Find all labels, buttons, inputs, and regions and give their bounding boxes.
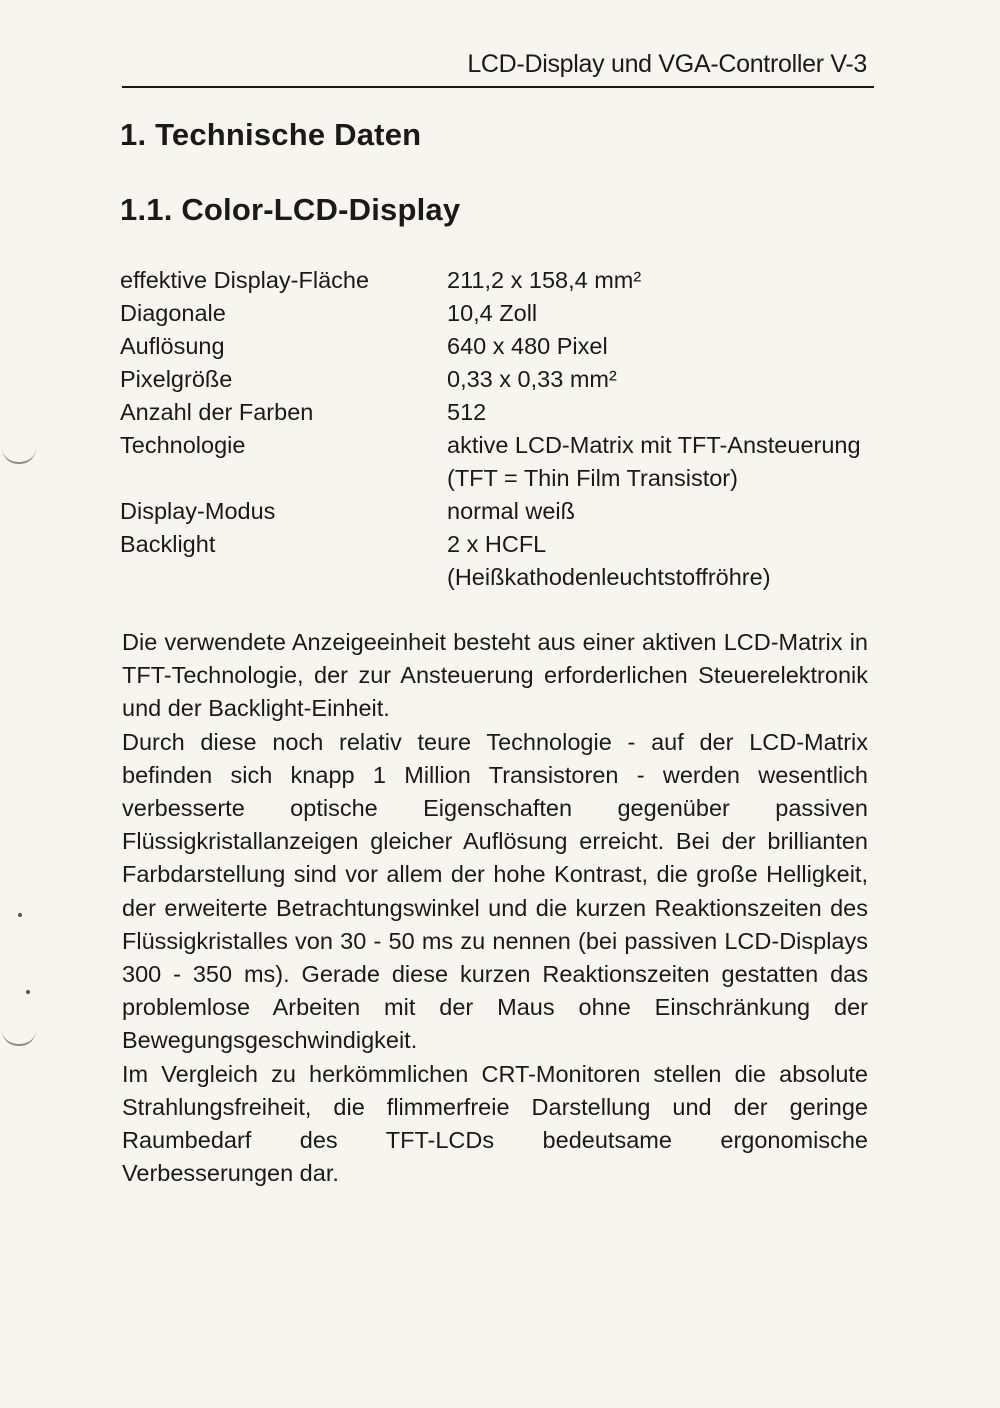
- scan-margin-mark: [2, 1030, 36, 1046]
- spec-row: [120, 429, 880, 495]
- spec-value: aktive LCD-Matrix mit TFT-Ansteuerung (TFT = Thin Film Transistor): [447, 432, 861, 491]
- spec-row: [120, 363, 880, 396]
- spec-value: 10,4 Zoll: [447, 300, 538, 326]
- scan-speck: [18, 913, 22, 917]
- header-rule: [122, 86, 874, 88]
- body-text: [122, 626, 868, 1190]
- paragraph: Im Vergleich zu herkömmlichen CRT-Monitoren stellen die absolute Strahlungsfreiheit, die flimmerfreie Darstellung und der geringe Raumbedarf des TFT-LCDs bedeutsame ergonomische Verbesserungen dar.: [122, 1060, 868, 1187]
- spec-label: Display-Modus: [120, 498, 276, 524]
- spec-label: Auflösung: [120, 333, 225, 359]
- section-heading: 1. Technische Daten: [120, 117, 422, 152]
- spec-label: Technologie: [120, 432, 246, 458]
- spec-label: Backlight: [120, 531, 216, 557]
- spec-value: 0,33 x 0,33 mm²: [447, 366, 617, 392]
- spec-row: [120, 495, 880, 528]
- paragraph: Die verwendete Anzeigeeinheit besteht aus einer aktiven LCD-Matrix in TFT-Technologie, der zur Ansteuerung erforderlichen Steuerelektronik und der Backlight-Einheit.: [122, 629, 868, 722]
- spec-row: [120, 297, 880, 330]
- spec-label: Diagonale: [120, 300, 226, 326]
- spec-value: 640 x 480 Pixel: [447, 333, 608, 359]
- scan-speck: [26, 990, 30, 994]
- spec-value: 512: [447, 399, 487, 425]
- spec-value: 211,2 x 158,4 mm²: [447, 267, 642, 293]
- paragraph: Durch diese noch relativ teure Technologie - auf der LCD-Matrix befinden sich knapp 1 Million Transistoren - werden wesentlich verbesserte optische Eigenschaften gegenüber passiven Flüssigkristallanzeigen gleicher Auflösung erreicht. Bei der brillianten Farbdarstellung sind vor allem der hohe Kontrast, die große Helligkeit, der erweiterte Betrachtungswinkel und die kurzen Reaktionszeiten des Flüssigkristalles von 30 - 50 ms zu nennen (bei passiven LCD-Displays 300 - 350 ms). Gerade diese kurzen Reaktionszeiten gestatten das problemlose Arbeiten mit der Maus ohne Einschränkung der Bewegungsgeschwindigkeit.: [122, 728, 868, 1054]
- spec-row: [120, 396, 880, 429]
- spec-row: [120, 330, 880, 363]
- spec-label: effektive Display-Fläche: [120, 267, 370, 293]
- spec-value: normal weiß: [447, 498, 575, 524]
- spec-label: Pixelgröße: [120, 366, 233, 392]
- spec-label: Anzahl der Farben: [120, 399, 314, 425]
- spec-row: [120, 528, 880, 594]
- spec-value: 2 x HCFL (Heißkathodenleuchtstoffröhre): [447, 531, 771, 590]
- spec-row: [120, 264, 880, 297]
- spec-table: [120, 264, 880, 594]
- scan-margin-mark: [2, 448, 36, 464]
- subsection-heading: 1.1. Color-LCD-Display: [120, 192, 461, 227]
- running-header: LCD-Display und VGA-Controller V-3: [467, 50, 867, 78]
